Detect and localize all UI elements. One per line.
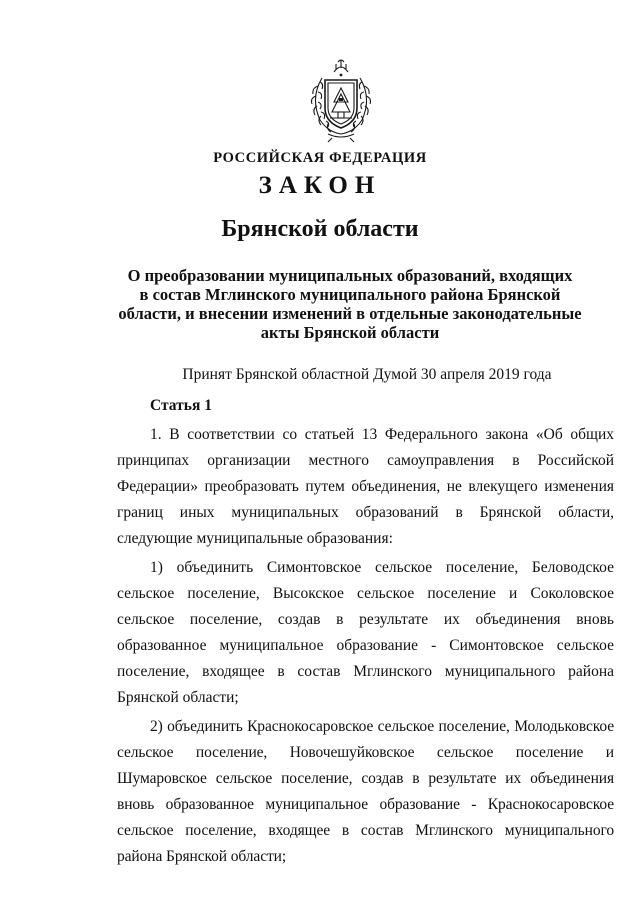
law-title-line: в состав Мглинского муниципального района Брянской — [139, 285, 561, 304]
coat-of-arms-icon — [298, 58, 384, 144]
law-title-line: акты Брянской области — [260, 323, 440, 342]
article-paragraph: 1. В соответствии со статьей 13 Федерального закона «Об общих принципах организации местного самоуправления в Российской Федерации» преобразовать путем объединения, не влекущего изменения границ иных муниципальных образований в Брянской области, следующие муниципальные образования: — [117, 426, 614, 547]
law-title-line: О преобразовании муниципальных образований, входящих — [127, 266, 573, 285]
law-title — [110, 266, 590, 342]
adoption-note: Принят Брянской областной Думой 30 апреля 2019 года — [182, 366, 552, 383]
federation-heading: РОССИЙСКАЯ ФЕДЕРАЦИЯ — [213, 150, 427, 166]
article-paragraph: 2) объединить Краснокосаровское сельское поселение, Молодьковское сельское поселение, Новочешуйковское сельское поселение и Шумаровское сельское поселение, создав в результате их объединения вновь образованное муниципальное образование - Краснокосаровское сельское поселение, входящее в состав Мглинского муниципального района Брянской области; — [117, 718, 614, 865]
law-heading: ЗАКОН — [258, 172, 382, 199]
region-heading: Брянской области — [221, 216, 419, 242]
law-title-line: области, и внесении изменений в отдельные законодательные — [118, 304, 582, 323]
article-body — [117, 422, 614, 873]
article-heading: Статья 1 — [150, 397, 212, 414]
article-paragraph: 1) объединить Симонтовское сельское поселение, Беловодское сельское поселение, Высокское сельское поселение и Соколовское сельское поселение, создав в результате их объединения вновь образованное муниципальное образование - Симонтовское сельское поселение, входящее в состав Мглинского муниципального района Брянской области; — [117, 559, 614, 706]
